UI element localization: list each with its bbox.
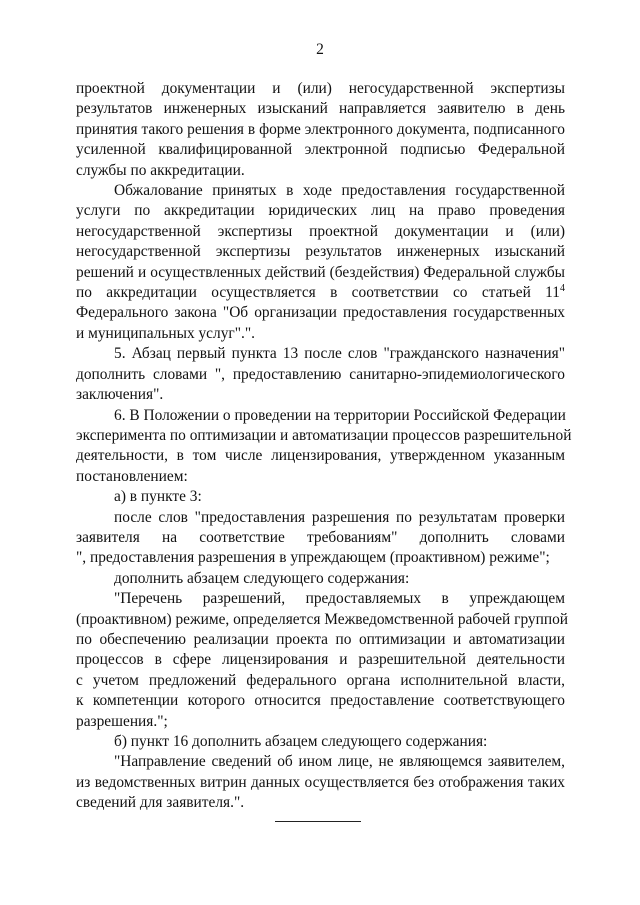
text-line: ", предоставления разрешения в упреждающем (проактивном) режиме"; — [76, 549, 550, 567]
paragraph-item-6 — [76, 406, 572, 488]
text-line: дополнить абзацем следующего содержания: — [114, 569, 410, 587]
text-line: результатов инженерных изысканий направляется заявителю в день — [76, 100, 565, 118]
paragraph-data-direction — [76, 752, 565, 813]
text-line: заключения". — [76, 386, 164, 404]
text-line: сведений для заявителя.". — [76, 794, 245, 812]
paragraph-after-words — [76, 508, 565, 569]
document-body — [76, 79, 572, 814]
text-line: (проактивном) режиме, определяется Межведомственной рабочей группой — [76, 610, 569, 628]
text-line: 5. Абзац первый пункта 13 после слов "гражданского назначения" — [114, 345, 565, 363]
text-line: проектной документации и (или) негосударственной экспертизы — [76, 80, 565, 97]
paragraph-expertise-result — [76, 79, 565, 181]
text-line: а) в пункте 3: — [114, 488, 202, 506]
text-line: процессов в сфере лицензирования и разрешительной деятельности — [76, 651, 565, 669]
paragraph-item-5 — [76, 344, 565, 405]
paragraph-appeal — [76, 181, 565, 344]
text-line: деятельности, в том числе лицензирования, утвержденном указанным — [76, 447, 565, 465]
text-line: услуги по аккредитации юридических лиц на право проведения — [76, 202, 565, 220]
text-line: 6. В Положении о проведении на территории Российской Федерации — [114, 406, 566, 424]
text-line: негосударственной экспертизы результатов инженерных изысканий — [76, 243, 565, 261]
paragraph-subitem-b — [76, 732, 565, 752]
paragraph-subitem-a — [76, 487, 565, 507]
end-of-document-rule — [275, 821, 361, 822]
text-line: "Перечень разрешений, предоставляемых в упреждающем — [114, 590, 565, 608]
text-line: из ведомственных витрин данных осуществляется без отображения таких — [76, 773, 565, 791]
text-line: по обеспечению реализации проекта по оптимизации и автоматизации — [76, 630, 565, 648]
text-line: постановлением: — [76, 467, 188, 485]
text-line: "Направление сведений об ином лице, не являющемся заявителем, — [114, 753, 565, 771]
page-number: 2 — [316, 41, 324, 58]
paragraph-supplement — [76, 569, 565, 589]
text-line: б) пункт 16 дополнить абзацем следующего содержания: — [114, 733, 488, 750]
text-line: дополнить словами ", предоставлению санитарно-эпидемиологического — [76, 365, 565, 383]
article-superscript: 4 — [560, 283, 565, 295]
text-line-fragment: по аккредитации осуществляется в соответствии со статьей 11 — [76, 284, 560, 302]
text-line: к компетенции которого относится предоставление соответствующего — [76, 692, 565, 710]
paragraph-permits-list — [76, 589, 569, 732]
text-line: с учетом предложений федерального органа исполнительной власти, — [76, 671, 565, 689]
text-line: службы по аккредитации. — [76, 161, 245, 179]
text-line: решений и осуществленных действий (бездействия) Федеральной службы — [76, 263, 565, 281]
text-line: после слов "предоставления разрешения по результатам проверки — [114, 508, 565, 526]
text-line: принятия такого решения в форме электронного документа, подписанного — [76, 120, 565, 138]
text-line: Федерального закона "Об организации предоставления государственных — [76, 304, 565, 322]
text-line: Обжалование принятых в ходе предоставления государственной — [114, 182, 565, 200]
text-line: негосударственной экспертизы проектной документации и (или) — [76, 222, 565, 240]
text-line: усиленной квалифицированной электронной подписью Федеральной — [76, 141, 565, 159]
text-line: эксперимента по оптимизации и автоматизации процессов разрешительной — [76, 426, 572, 444]
text-line: заявителя на соответствие требованиям" дополнить словами — [76, 528, 565, 546]
text-line: и муниципальных услуг".". — [76, 324, 255, 342]
text-line: разрешения."; — [76, 712, 168, 730]
text-line-with-superscript — [76, 283, 565, 303]
